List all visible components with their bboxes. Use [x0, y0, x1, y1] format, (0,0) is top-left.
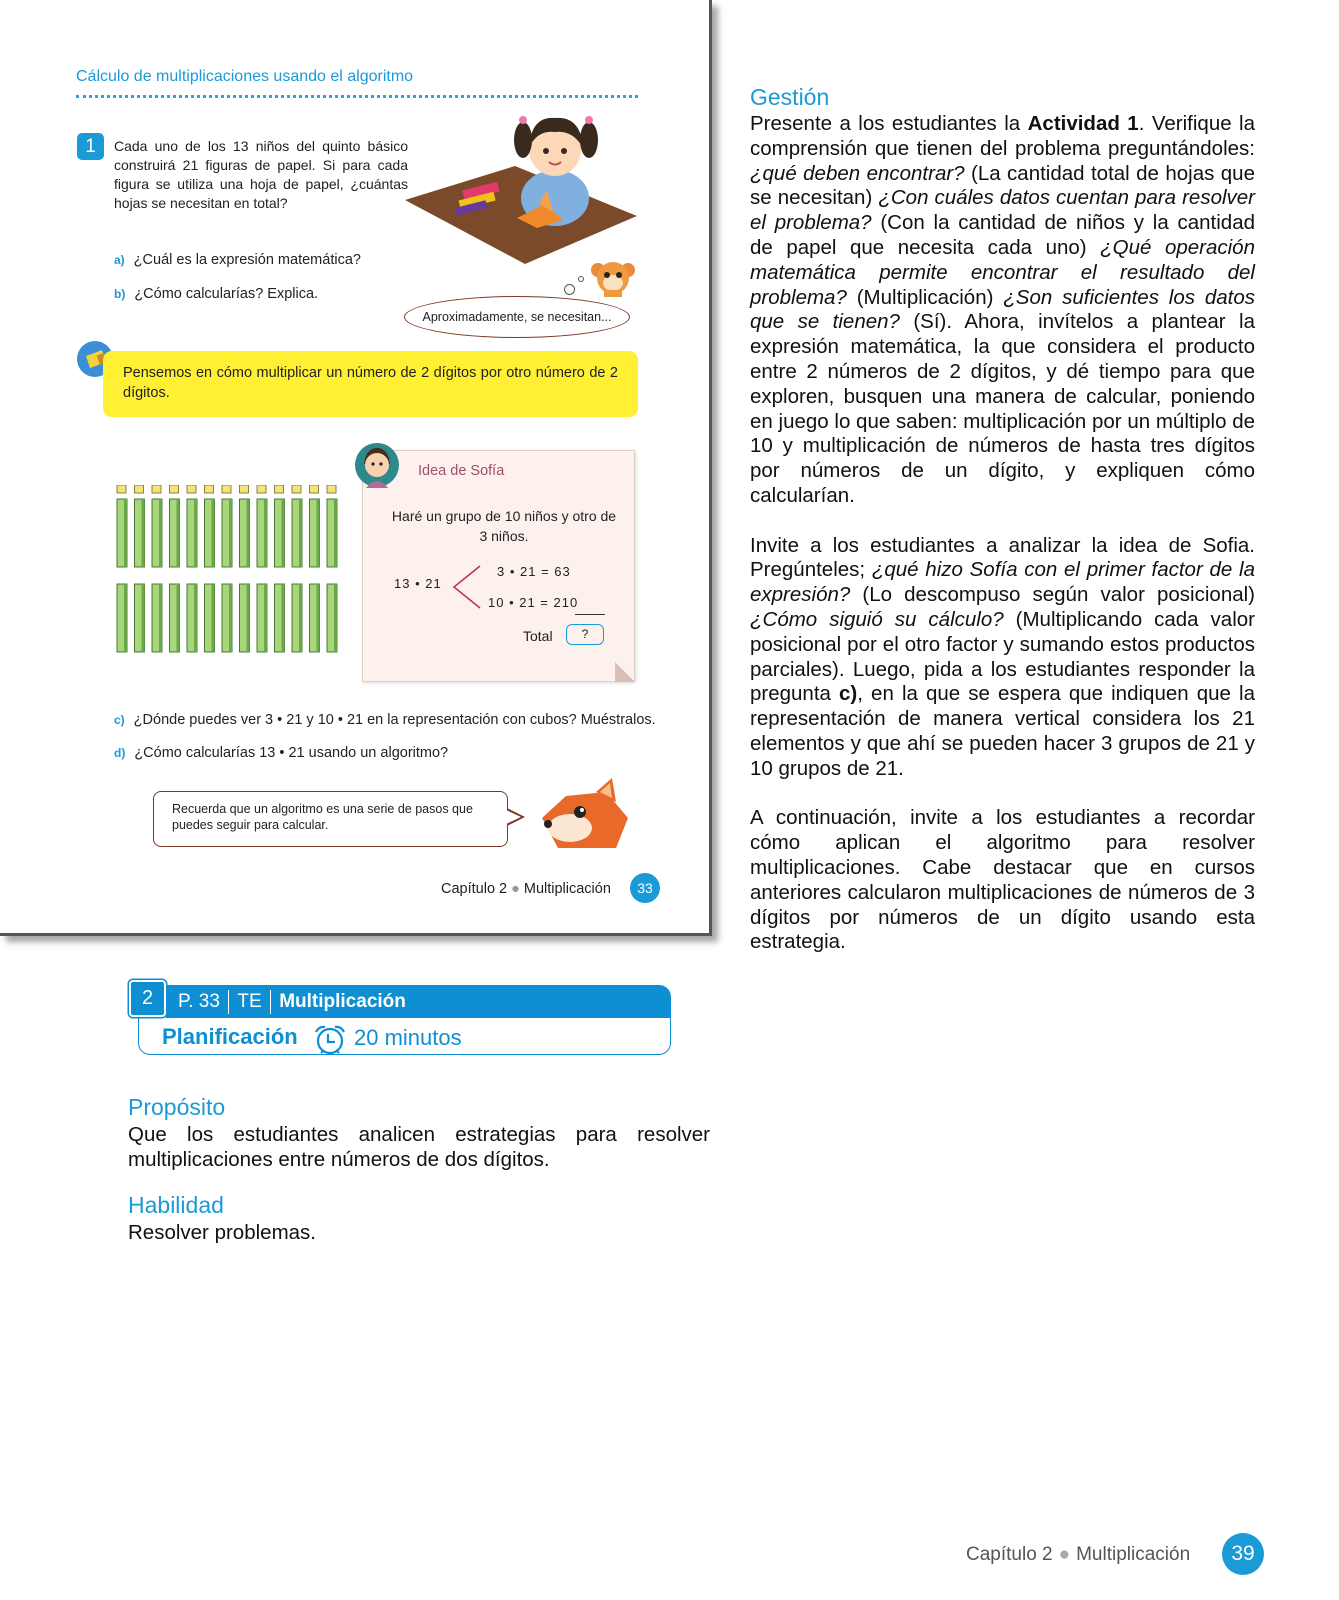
- gestion-paragraph-3: A continuación, invite a los estudiantes a recordar cómo aplican el algoritmo para resolver multiplicaciones. Cabe destacar que en cursos anteriores calcularon multiplicaciones de números de 3 dígitos por números de un dígito usando esta estrategia.: [750, 806, 1255, 954]
- unit-cube: [327, 485, 336, 493]
- unit-cube: [117, 485, 126, 493]
- girl-folding-paper-illustration: [405, 108, 637, 268]
- page-number: 39: [1222, 1533, 1264, 1575]
- ten-rod-shade: [299, 584, 302, 652]
- ten-rod-shade: [142, 584, 145, 652]
- split-arrows: [452, 562, 482, 612]
- planning-number-tab: 2: [129, 980, 166, 1017]
- ten-rod-shade: [317, 499, 320, 567]
- ten-rod-shade: [247, 499, 250, 567]
- activity-number-badge: 1: [77, 133, 104, 160]
- sofia-idea-text: Haré un grupo de 10 niños y otro de 3 niños.: [391, 508, 617, 544]
- ten-rod-shade: [334, 584, 337, 652]
- question-b: b) ¿Cómo calcularías? Explica.: [114, 286, 319, 302]
- unit-cube: [187, 485, 196, 493]
- student-page-thumbnail: [0, 0, 712, 936]
- unit-cube: [170, 485, 179, 493]
- ten-rod-shade: [177, 584, 180, 652]
- habilidad-text: Resolver problemas.: [128, 1221, 316, 1244]
- ten-rod-shade: [212, 584, 215, 652]
- sofia-avatar: [354, 442, 400, 488]
- gestion-text: [750, 112, 1255, 980]
- unit-cube: [310, 485, 319, 493]
- ten-rod-shade: [212, 499, 215, 567]
- thought-bubble: Aproximadamente, se necesitan...: [404, 296, 630, 338]
- calc-expression: 13 • 21: [394, 576, 442, 591]
- planning-header-bar: P. 33 TE Multiplicación: [166, 985, 671, 1018]
- calc-line-1: 3 • 21 = 63: [497, 564, 571, 579]
- total-label: Total: [523, 628, 553, 644]
- question-d: d) ¿Cómo calcularías 13 • 21 usando un algoritmo?: [114, 745, 449, 761]
- ten-rod-shade: [334, 499, 337, 567]
- highlight-box: Pensemos en cómo multiplicar un número de 2 dígitos por otro número de 2 dígitos.: [103, 351, 638, 417]
- ten-rod-shade: [159, 499, 162, 567]
- ten-rod-shade: [247, 584, 250, 652]
- gestion-paragraph-1: Presente a los estudiantes la Actividad 1. Verifique la comprensión que tienen del problema preguntándoles: ¿qué deben encontrar? (La cantidad total de hojas que se necesitan) ¿Con cuáles datos cuentan para resolver el problema? (Con la cantidad de niños y la cantidad de papel que necesita cada uno) ¿Qué operación matemática permite encontrar el resultado del problema? (Multiplicación) ¿Son suficientes los datos que se tienen? (Sí). Ahora, invítelos a plantear la expresión matemática, la que considera el producto entre 2 números de 2 dígitos, y dé tiempo para que exploren, busquen una manera de calcular, poniendo en juego lo que saben: multiplicación por un múltiplo de 10 y multiplicación de números de hasta tres dígitos por números de un dígito, y expliquen cómo calcularían.: [750, 112, 1256, 507]
- unit-cube: [257, 485, 266, 493]
- unit-cube: [222, 485, 231, 493]
- dotted-divider: [76, 95, 638, 98]
- thought-dot: [578, 276, 584, 282]
- planning-time: 20 minutos: [354, 1025, 462, 1050]
- calc-line-2: 10 • 21 = 210: [488, 595, 579, 610]
- habilidad-heading: Habilidad: [128, 1192, 224, 1218]
- unit-cube: [275, 485, 284, 493]
- unit-cube: [152, 485, 161, 493]
- student-page-footer: Capítulo 2 ● Multiplicación: [441, 881, 611, 897]
- base-ten-cubes-illustration: [115, 485, 345, 655]
- planning-label: Planificación: [162, 1024, 298, 1049]
- ten-rod-shade: [264, 499, 267, 567]
- unit-cube: [205, 485, 214, 493]
- thought-dot: [564, 284, 575, 295]
- monkey-icon: [590, 256, 636, 298]
- ten-rod-shade: [142, 499, 145, 567]
- proposito-heading: Propósito: [128, 1094, 226, 1120]
- ten-rod-shade: [282, 584, 285, 652]
- question-a: a) ¿Cuál es la expresión matemática?: [114, 252, 361, 268]
- ten-rod-shade: [124, 584, 127, 652]
- speech-bubble: Recuerda que un algoritmo es una serie de pasos que puedes seguir para calcular.: [153, 791, 508, 847]
- unit-cube: [135, 485, 144, 493]
- proposito-text: Que los estudiantes analicen estrategias para resolver multiplicaciones entre números de dos dígitos.: [128, 1123, 710, 1171]
- activity-text: Cada uno de los 13 niños del quinto básico construirá 21 figuras de papel. Si para cada figura se utiliza una hoja de papel, ¿cuántas hojas se necesitan en total?: [114, 138, 408, 211]
- ten-rod-shade: [282, 499, 285, 567]
- ten-rod-shade: [194, 499, 197, 567]
- ten-rod-shade: [229, 584, 232, 652]
- ten-rod-shade: [124, 499, 127, 567]
- unit-cube: [292, 485, 301, 493]
- page-footer: Capítulo 2 ● Multiplicación: [966, 1544, 1191, 1565]
- ten-rod-shade: [177, 499, 180, 567]
- card-fold: [615, 662, 635, 682]
- ten-rod-shade: [194, 584, 197, 652]
- unit-cube: [240, 485, 249, 493]
- ten-rod-shade: [229, 499, 232, 567]
- ten-rod-shade: [159, 584, 162, 652]
- ten-rod-shade: [317, 584, 320, 652]
- alarm-clock-icon: [313, 1024, 347, 1056]
- ten-rod-shade: [299, 499, 302, 567]
- section-title: Cálculo de multiplicaciones usando el algoritmo: [76, 68, 414, 85]
- fox-icon: [536, 778, 634, 848]
- gestion-heading: Gestión: [750, 84, 830, 110]
- student-page-number: 33: [630, 873, 660, 903]
- sofia-title: Idea de Sofía: [418, 463, 505, 479]
- question-c: c) ¿Dónde puedes ver 3 • 21 y 10 • 21 en la representación con cubos? Muéstralos.: [114, 712, 656, 728]
- ten-rod-shade: [264, 584, 267, 652]
- sum-rule: [575, 614, 605, 615]
- gestion-paragraph-2: Invite a los estudiantes a analizar la idea de Sofia. Pregúnteles; ¿qué hizo Sofía con el primer factor de la expresión? (Lo descompuso según valor posicional) ¿Cómo siguió su cálculo? (Multiplicando cada valor posicional por el otro factor y sumando estos productos parciales). Luego, pida a los estudiantes responder la pregunta c), en la que se espera que indiquen que la representación de manera vertical considera los 21 elementos y que ahí se pueden hacer 3 grupos de 21 y 10 grupos de 21.: [750, 533, 1255, 780]
- total-answer-box: ?: [566, 624, 604, 645]
